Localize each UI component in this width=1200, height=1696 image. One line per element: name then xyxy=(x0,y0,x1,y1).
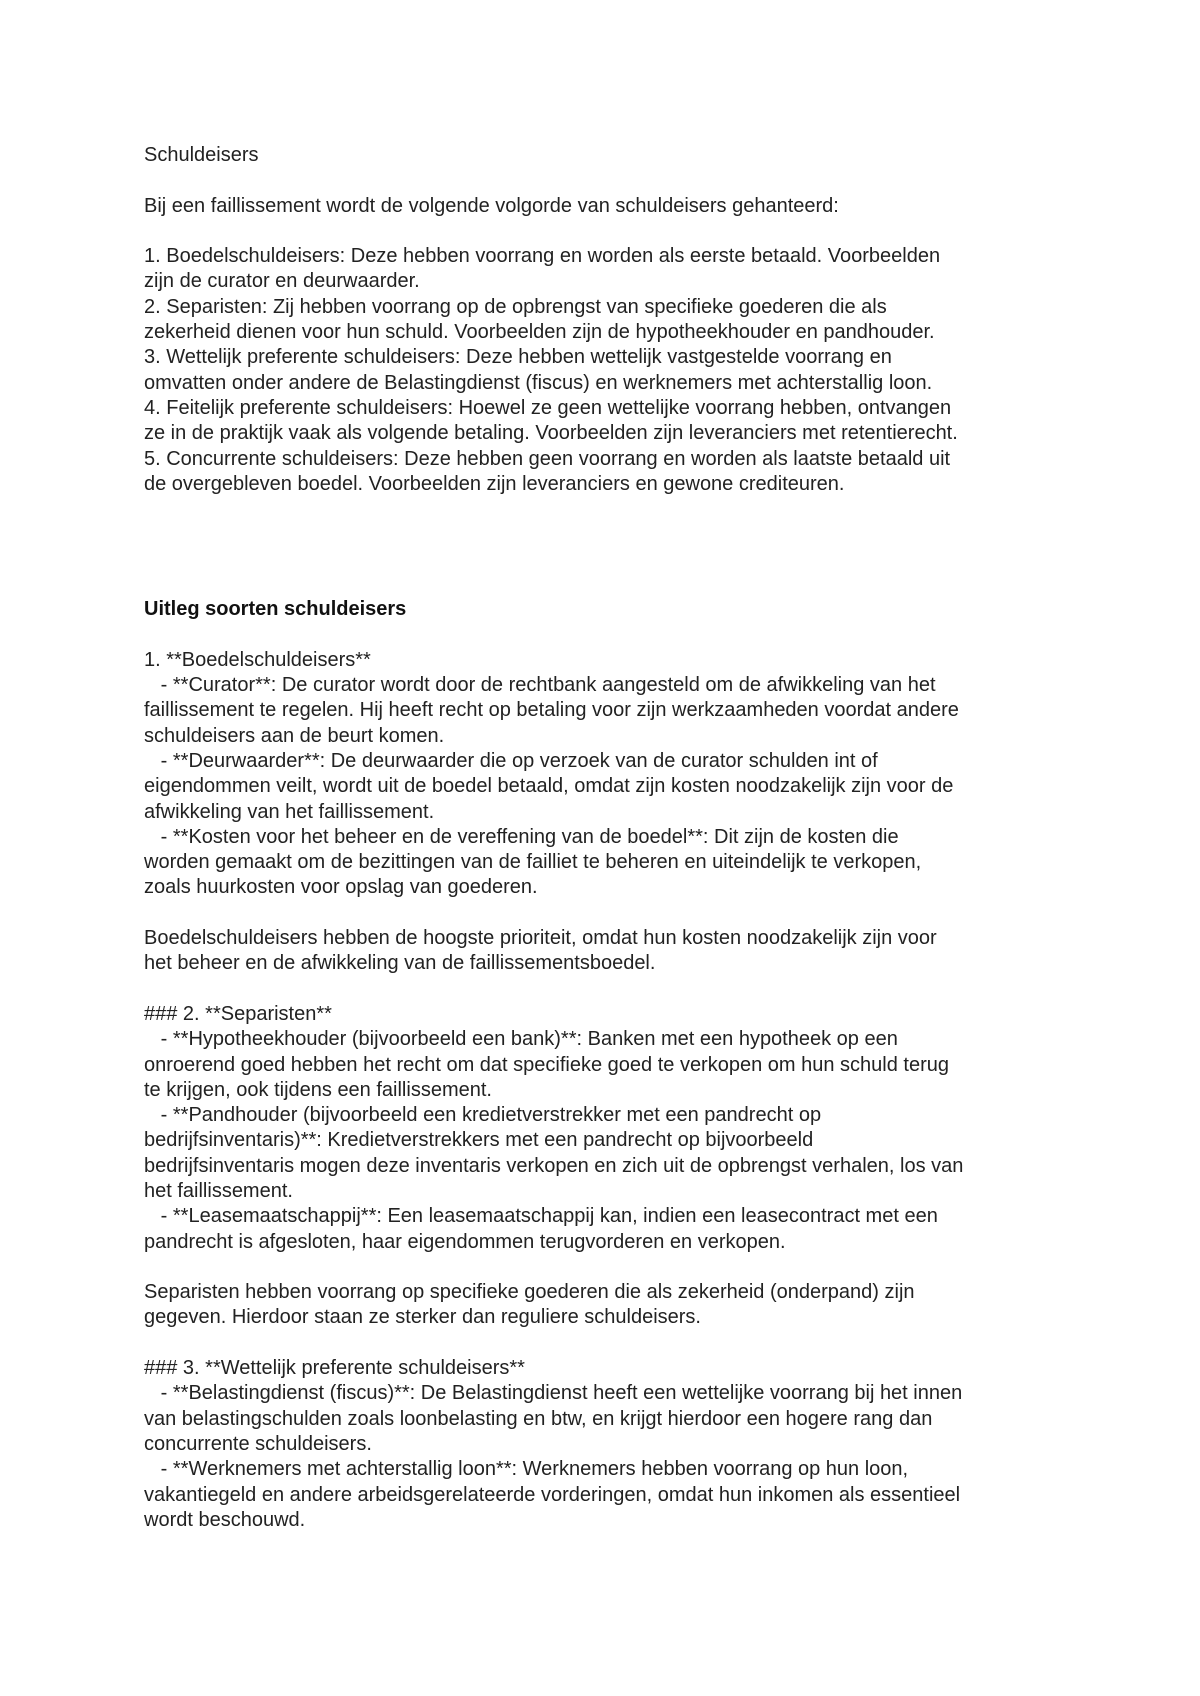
summary-paragraph: Boedelschuldeisers hebben de hoogste prioriteit, omdat hun kosten noodzakelijk zijn voor xyxy=(144,927,937,950)
list-item-line: wordt beschouwd. xyxy=(144,1508,306,1531)
list-item-line: het faillissement. xyxy=(144,1179,293,1202)
summary-paragraph: Separisten hebben voorrang op specifieke goederen die als zekerheid (onderpand) zijn xyxy=(144,1281,915,1304)
summary-paragraph: gegeven. Hierdoor staan ze sterker dan reguliere schuldeisers. xyxy=(144,1306,701,1329)
list-item-line: vakantiegeld en andere arbeidsgerelateerde vorderingen, omdat hun inkomen als essentieel xyxy=(144,1483,961,1506)
list-item-line: van belastingschulden zoals loonbelasting en btw, en krijgt hierdoor een hogere rang dan xyxy=(144,1407,933,1430)
spacer xyxy=(144,168,1064,193)
list-item-line: - **Deurwaarder**: De deurwaarder die op verzoek van de curator schulden int of xyxy=(144,749,878,772)
list-item-line: 2. Separisten: Zij hebben voorrang op de opbrengst van specifieke goederen die als xyxy=(144,295,887,318)
list-item-line: 5. Concurrente schuldeisers: Deze hebben geen voorrang en worden als laatste betaald uit xyxy=(144,447,951,470)
list-item xyxy=(144,244,1064,295)
section-boedelschuldeisers xyxy=(144,648,1064,977)
list-item-line: worden gemaakt om de bezittingen van de failliet te beheren en uiteindelijk te verkopen, xyxy=(144,851,922,874)
list-item-line: zekerheid dienen voor hun schuld. Voorbeelden zijn de hypotheekhouder en pandhouder. xyxy=(144,321,935,344)
list-item-line: bedrijfsinventaris)**: Kredietverstrekkers met een pandrecht op bijvoorbeeld xyxy=(144,1129,814,1152)
list-item-line: te krijgen, ook tijdens een faillissement. xyxy=(144,1078,492,1101)
list-item-line: de overgebleven boedel. Voorbeelden zijn leveranciers en gewone crediteuren. xyxy=(144,472,845,495)
list-item-line: - **Leasemaatschappij**: Een leasemaatschappij kan, indien een leasecontract met een xyxy=(144,1205,938,1228)
list-item-line: afwikkeling van het faillissement. xyxy=(144,800,435,823)
spacer xyxy=(144,901,1064,926)
document-body xyxy=(144,143,1064,1533)
list-item-line: 3. Wettelijk preferente schuldeisers: Deze hebben wettelijk vastgestelde voorrang en xyxy=(144,346,892,369)
list-item xyxy=(144,295,1064,346)
list-item-line: 4. Feitelijk preferente schuldeisers: Hoewel ze geen wettelijke voorrang hebben, ontvangen xyxy=(144,396,952,419)
spacer xyxy=(144,497,1064,547)
section-heading: Uitleg soorten schuldeisers xyxy=(144,598,407,621)
summary-paragraph: het beheer en de afwikkeling van de faillissementsboedel. xyxy=(144,952,656,975)
intro-paragraph: Bij een faillissement wordt de volgende volgorde van schuldeisers gehanteerd: xyxy=(144,194,839,217)
spacer xyxy=(144,547,1064,597)
ordered-list xyxy=(144,244,1064,497)
list-item-line: onroerend goed hebben het recht om dat specifieke goed te verkopen om hun schuld terug xyxy=(144,1053,949,1076)
list-item-line: eigendommen veilt, wordt uit de boedel betaald, omdat zijn kosten noodzakelijk zijn voor de xyxy=(144,775,954,798)
spacer xyxy=(144,977,1064,1002)
list-item-line: pandrecht is afgesloten, haar eigendommen terugvorderen en verkopen. xyxy=(144,1230,786,1253)
list-item-line: - **Curator**: De curator wordt door de rechtbank aangesteld om de afwikkeling van het xyxy=(144,674,936,697)
list-item-line: - **Pandhouder (bijvoorbeeld een kredietverstrekker met een pandrecht op xyxy=(144,1104,822,1127)
document-title: Schuldeisers xyxy=(144,144,259,166)
list-item-line: 1. Boedelschuldeisers: Deze hebben voorrang en worden als eerste betaald. Voorbeelden xyxy=(144,245,941,268)
list-item-line: schuldeisers aan de beurt komen. xyxy=(144,724,445,747)
subsection-heading: ### 3. **Wettelijk preferente schuldeisers** xyxy=(144,1357,525,1380)
list-item-line: zoals huurkosten voor opslag van goederen. xyxy=(144,876,538,899)
subsection-heading: ### 2. **Separisten** xyxy=(144,1002,332,1025)
list-item-line: concurrente schuldeisers. xyxy=(144,1432,372,1455)
list-item xyxy=(144,396,1064,447)
list-item-line: omvatten onder andere de Belastingdienst (fiscus) en werknemers met achterstallig loon. xyxy=(144,371,933,394)
list-item-line: - **Kosten voor het beheer en de vereffening van de boedel**: Dit zijn de kosten die xyxy=(144,825,899,848)
list-item-line: zijn de curator en deurwaarder. xyxy=(144,270,420,293)
list-item xyxy=(144,447,1064,498)
spacer xyxy=(144,219,1064,244)
list-item-line: - **Hypotheekhouder (bijvoorbeeld een bank)**: Banken met een hypotheek op een xyxy=(144,1028,898,1051)
spacer xyxy=(144,1331,1064,1356)
section-separisten xyxy=(144,1002,1064,1331)
section-wettelijk-preferent xyxy=(144,1356,1064,1533)
spacer xyxy=(144,622,1064,647)
list-item-line: ze in de praktijk vaak als volgende betaling. Voorbeelden zijn leveranciers met retentierecht. xyxy=(144,422,958,445)
list-item-line: - **Werknemers met achterstallig loon**: Werknemers hebben voorrang op hun loon, xyxy=(144,1458,909,1481)
list-item-line: bedrijfsinventaris mogen deze inventaris verkopen en zich uit de opbrengst verhalen, los van xyxy=(144,1154,964,1177)
list-item-line: - **Belastingdienst (fiscus)**: De Belastingdienst heeft een wettelijke voorrang bij het innen xyxy=(144,1382,963,1405)
list-item xyxy=(144,345,1064,396)
spacer xyxy=(144,1255,1064,1280)
subsection-heading: 1. **Boedelschuldeisers** xyxy=(144,648,371,671)
list-item-line: faillissement te regelen. Hij heeft recht op betaling voor zijn werkzaamheden voordat andere xyxy=(144,699,959,722)
